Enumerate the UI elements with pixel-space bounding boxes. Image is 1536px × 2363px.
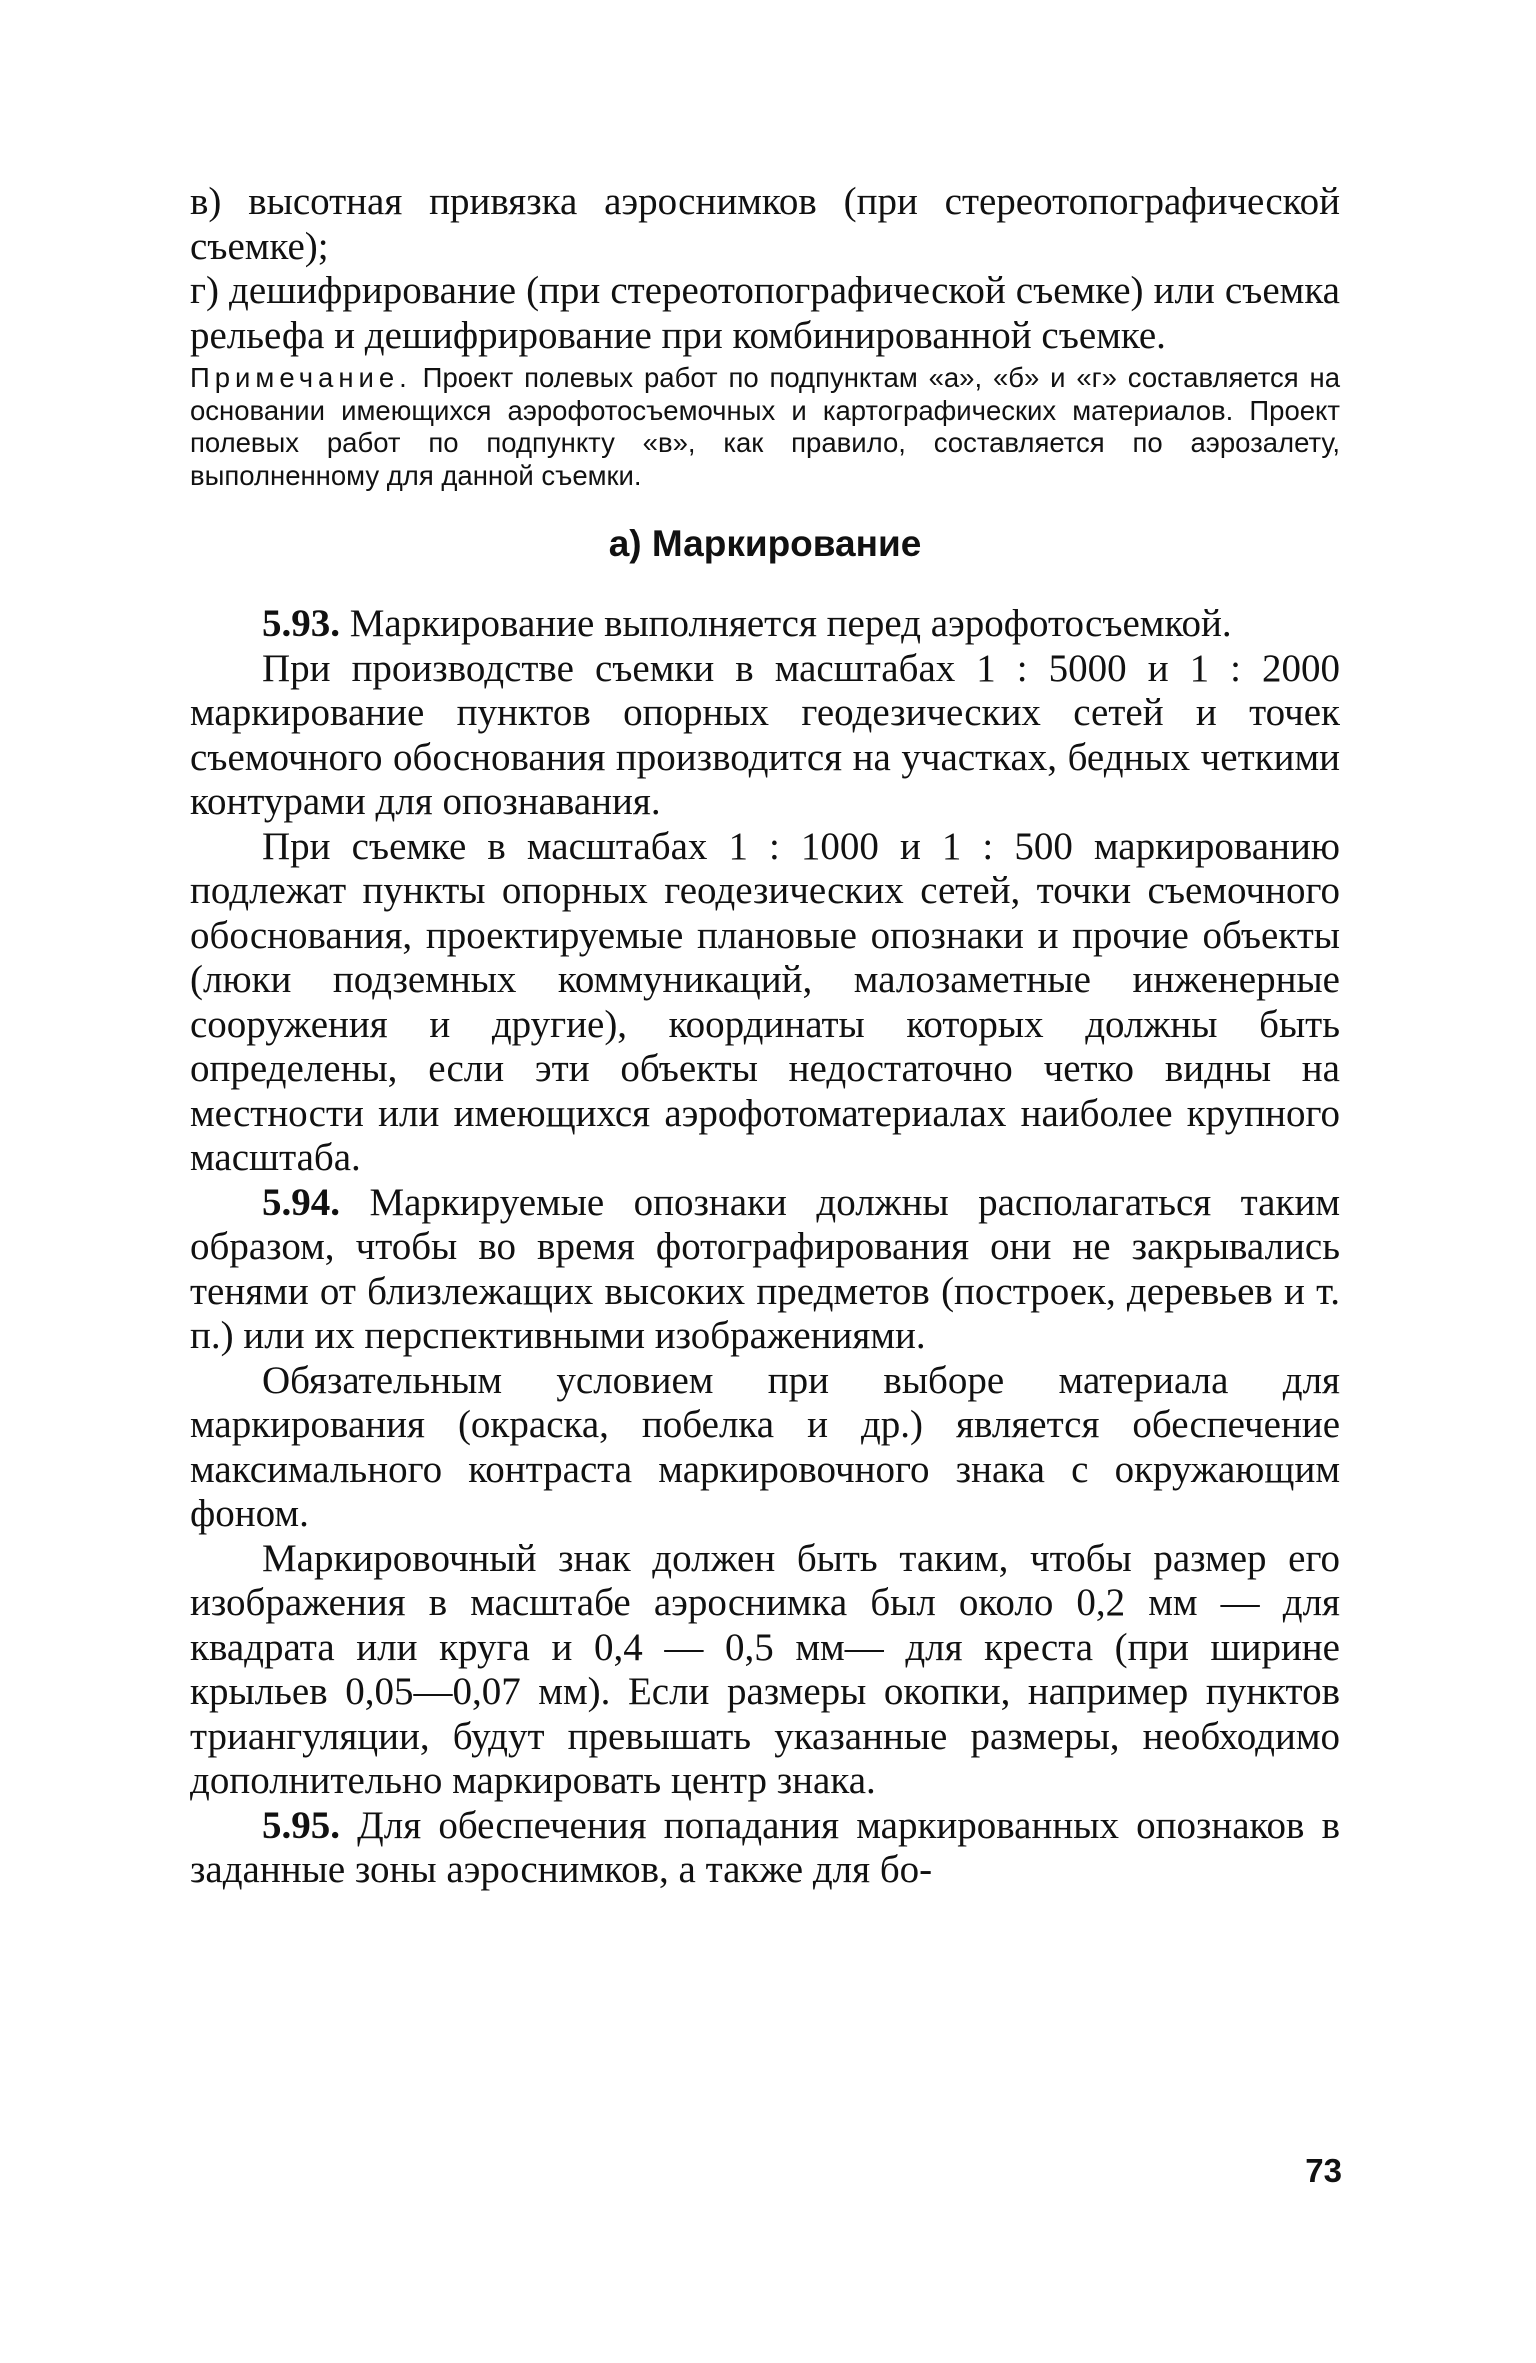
paragraph-5-94 [190, 1181, 1340, 1359]
page-number: 73 [1305, 2152, 1342, 2189]
paragraph-5-93-b: При производстве съемки в масштабах 1 : 5000 и 1 : 2000 маркирование пунктов опорных геодезических сетей и точек съемочного обоснования производится на участках, бедных четкими контурами для опознавания. [190, 646, 1340, 823]
paragraph-5-94-c: Маркировочный знак должен быть таким, чтобы размер его изображения в масштабе аэроснимка был около 0,2 мм — для квадрата или круга и 0,4 — 0,5 мм— для креста (при ширине крыльев 0,05—0,07 мм). Если размеры окопки, например пунктов триангуляции, будут превышать указанные размеры, необходимо дополнительно маркировать центр знака. [190, 1536, 1340, 1802]
list-item-g: г) дешифрирование (при стереотопографической съемке) или съемка рельефа и дешифрирование при комбинированной съемке. [190, 269, 1340, 357]
list-item-v: в) высотная привязка аэроснимков (при стереотопографической съемке); [190, 180, 1340, 268]
paragraph-number: 5.94. [262, 1180, 340, 1224]
note-label: Примечание. [190, 362, 412, 393]
paragraph-5-93-c: При съемке в масштабах 1 : 1000 и 1 : 500 маркированию подлежат пункты опорных геодезических сетей, точки съемочного обоснования, проектируемые плановые опознаки и прочие объекты (люки подземных коммуникаций, малозаметные инженерные сооружения и другие), координаты которых должны быть определены, если эти объекты недостаточно четко видны на местности или имеющихся аэрофотоматериалах наиболее крупного масштаба. [190, 824, 1340, 1179]
paragraph-number: 5.93. [262, 602, 340, 645]
paragraph-5-94-b: Обязательным условием при выборе материала для маркирования (окраска, побелка и др.) является обеспечение максимального контраста маркировочного знака с окружающим фоном. [190, 1358, 1340, 1535]
paragraph-number: 5.95. [262, 1803, 340, 1847]
note-paragraph [190, 362, 1340, 492]
section-heading: а) Маркирование [608, 523, 922, 564]
paragraph-text: Маркируемые опознаки должны располагаться таким образом, чтобы во время фотографирования они не закрывались тенями от близлежащих высоких предметов (построек, деревьев и т. п.) или их перспективными изображениями. [190, 1180, 1340, 1357]
paragraph-5-95 [190, 1804, 1340, 1893]
paragraph-text: Маркирование выполняется перед аэрофотосъемкой. [349, 602, 1232, 645]
document-page [190, 180, 1340, 1893]
note-text: Проект полевых работ по подпунктам «а», «б» и «г» составляется на основании имеющихся аэрофотосъемочных и картографических материалов. Проект полевых работ по подпункту «в», как правило, составляется по аэрозалету, выполненному для данной съемки. [190, 362, 1341, 491]
paragraph-text: Для обеспечения попадания маркированных опознаков в заданные зоны аэроснимков, а также для бо- [190, 1803, 1341, 1891]
paragraph-5-93 [190, 602, 1340, 647]
